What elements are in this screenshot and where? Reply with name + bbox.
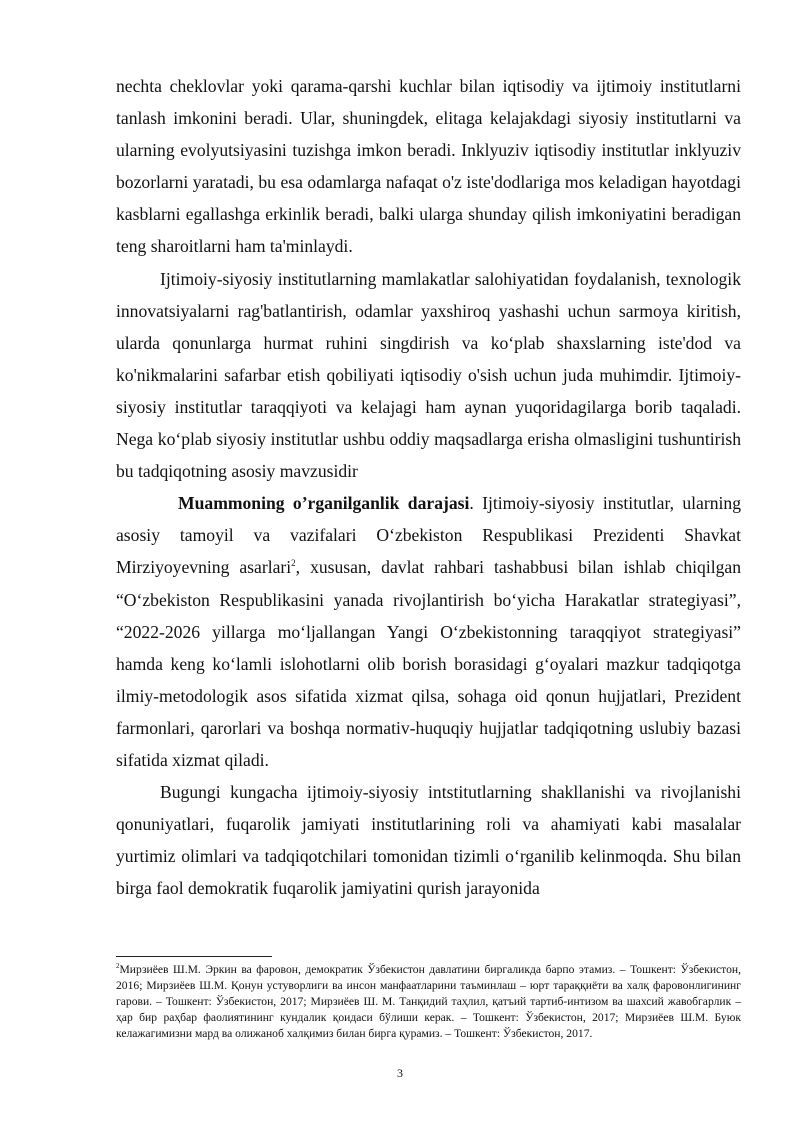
paragraph-3-text-b: , xususan, davlat rahbari tashabbusi bilan ishlab chiqilgan “O‘zbekiston Respublikasini yanada rivojlantirish bo‘yicha Harakatlar strategiyasi”, “2022-2026 yillarga mo‘ljallangan Yangi O‘zbekistonning taraqqiyot strategiyasi” hamda keng ko‘lamli islohotlarni olib borish borasidagi g‘oyalari mazkur tadqiqotga ilmiy-metodologik asos sifatida xizmat qilsa, sohaga oid qonun hujjatlari, Prezident farmonlari, qarorlari va boshqa normativ-huquqiy hujjatlar tadqiqotning uslubiy bazasi sifatida xizmat qiladi. — [116, 557, 742, 770]
footnote-reference[interactable]: 2 — [291, 558, 296, 569]
paragraph-2: Ijtimoiy-siyosiy institutlarning mamlakatlar salohiyatidan foydalanish, texnologik innovatsiyalarni rag'batlantirish, odamlar yaxshiroq yashashi uchun sarmoya kiritish, ularda qonunlarga hurmat ruhini singdirish va ko‘plab shaxslarning iste'dod va ko'nikmalarini safarbar etish qobiliyati iqtisodiy o'sish uchun juda muhimdir. Ijtimoiy-siyosiy institutlar taraqqiyoti va kelajagi ham aynan yuqoridagilarga borib taqaladi. Nega ko‘plab siyosiy institutlar ushbu oddiy maqsadlarga erisha olmasligini tushuntirish bu tadqiqotning asosiy mavzusidir — [116, 268, 741, 482]
body-text — [116, 70, 741, 904]
paragraph-4: Bugungi kungacha ijtimoiy-siyosiy intstitutlarning shakllanishi va rivojlanishi qonuniyatlari, fuqarolik jamiyati institutlarining roli va ahamiyati kabi masalalar yurtimiz olimlari va tadqiqotchilari tomonidan tizimli o‘rganilib kelinmoqda. Shu bilan birga faol demokratik fuqarolik jamiyatini qurish jarayonida — [116, 782, 741, 899]
section-heading: Muammoning o’rganilganlik darajasi — [178, 493, 470, 514]
footnote-marker: 2 — [116, 962, 120, 971]
footnote-separator — [116, 956, 272, 957]
footnote — [116, 962, 741, 1042]
paragraph-3 — [116, 487, 741, 776]
page-number: 3 — [397, 1066, 403, 1080]
paragraph-1: nechta cheklovlar yoki qarama-qarshi kuchlar bilan iqtisodiy va ijtimoiy institutlarni tanlash imkonini beradi. Ular, shuningdek, elitaga kelajakdagi siyosiy institutlarni va ularning evolyutsiyasini tuzishga imkon beradi. Inklyuziv iqtisodiy institutlar inklyuziv bozorlarni yaratadi, bu esa odamlarga nafaqat o'z iste'dodlariga mos keladigan hayotdagi kasblarni egallashga erkinlik beradi, balki ularga shunday qilish imkoniyatini beradigan teng sharoitlarni ham ta'minlaydi. — [116, 76, 741, 257]
footnote-text: Мирзиёев Ш.М. Эркин ва фаровон, демократик Ўзбекистон давлатини биргаликда барпо этамиз. – Тошкент: Ўзбекистон, 2016; Мирзиёев Ш.М. Қонун устуворлиги ва инсон манфаатларини таъминлаш – юрт тараққиёти ва халқ фаровонлигининг гарови. – Тошкент: Ўзбекистон, 2017; Мирзиёев Ш. М. Танқидий таҳлил, қатъий тартиб-интизом ва шахсий жавобгарлик – ҳар бир раҳбар фаолиятининг кундалик қоидаси бўлиши керак. – Тошкент: Ўзбекистон, 2017; Мирзиёев Ш.М. Буюк келажагимизни мард ва олижаноб халқимиз билан бирга қурамиз. – Тошкент: Ўзбекистон, 2017. — [116, 963, 741, 1041]
paragraph-3-text-a: . Ijtimoiy-siyosiy institutlar, ularning asosiy tamoyil va vazifalari O‘zbekiston Respublikasi Prezidenti Shavkat Mirziyoyevning asarlari — [116, 493, 741, 578]
